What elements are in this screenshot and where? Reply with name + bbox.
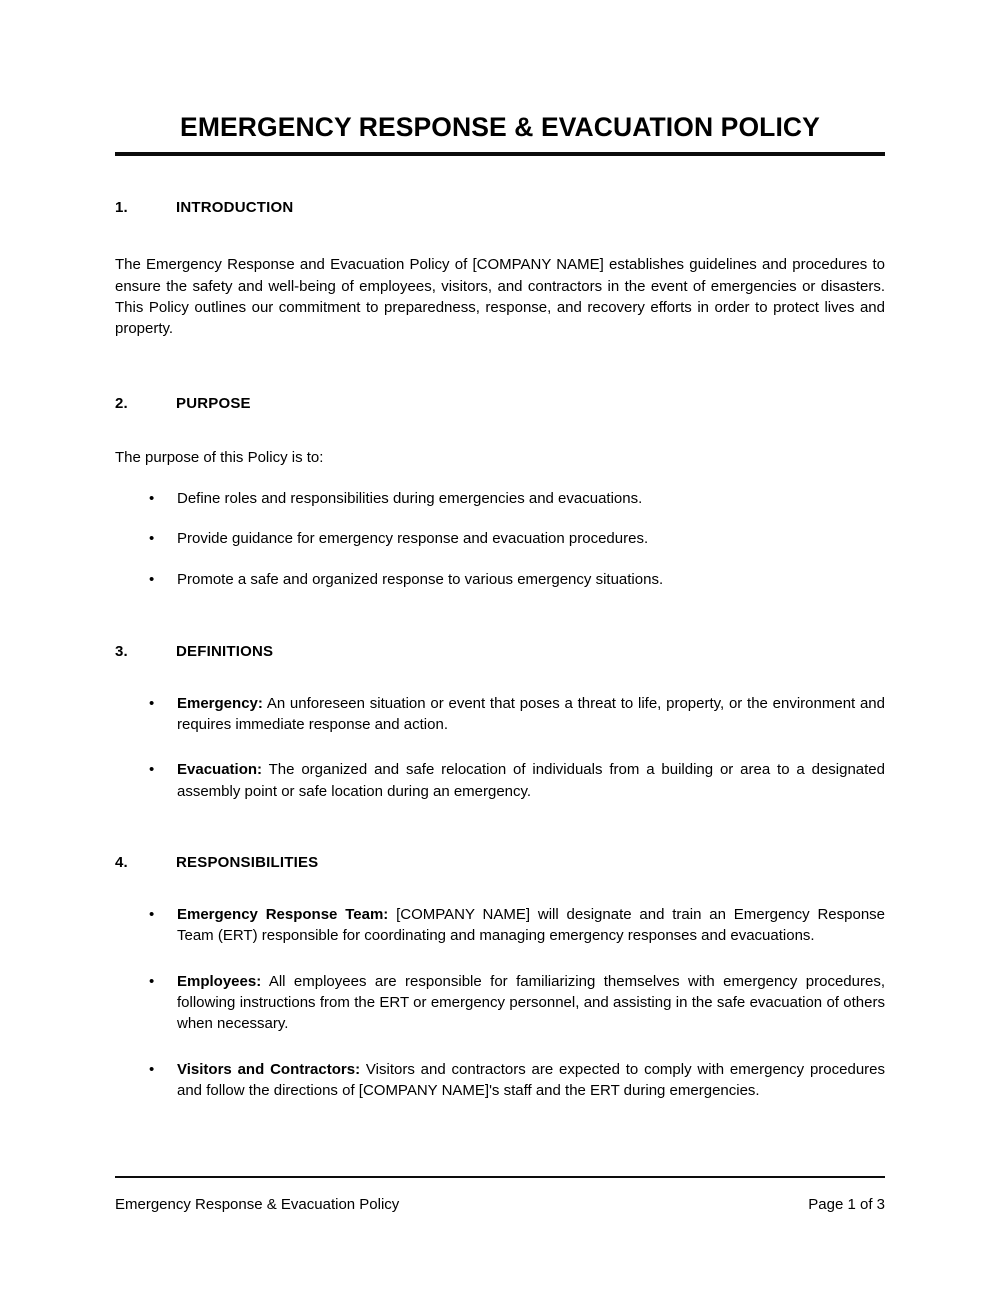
responsibility-term: Visitors and Contractors: — [177, 1060, 361, 1078]
responsibility-term: Emergency Response Team: — [177, 906, 389, 924]
bullet-icon: • — [149, 489, 155, 507]
section-label: INTRODUCTION — [176, 199, 294, 217]
introduction-paragraph: The Emergency Response and Evacuation Policy of [COMPANY NAME] establishes guidelines and procedures to ensure the safety and well-being of employees, visitors, and contractors in the event of emergencies or disasters. This Policy outlines our commitment to preparedness, response, and recovery efforts in order to protect lives and property. — [115, 256, 885, 338]
section-label: DEFINITIONS — [176, 642, 274, 660]
list-item — [115, 569, 885, 590]
list-item — [115, 904, 885, 947]
footer-row — [115, 1195, 885, 1215]
section-number: 1. — [115, 199, 128, 217]
section-heading-responsibilities — [115, 854, 885, 871]
definition-text: The organized and safe relocation of individuals from a building or area to a designated assembly point or safe location during an emergency. — [177, 761, 885, 800]
section-heading-introduction — [115, 199, 885, 216]
purpose-bullet-list — [115, 488, 885, 590]
list-item-text: Promote a safe and organized response to various emergency situations. — [177, 570, 664, 588]
section-heading-purpose — [115, 395, 885, 412]
definition-text: An unforeseen situation or event that poses a threat to life, property, or the environment and requires immediate response and action. — [177, 694, 885, 734]
list-item-text: Provide guidance for emergency response and evacuation procedures. — [177, 530, 649, 548]
definitions-bullet-list — [115, 693, 885, 802]
section-number: 3. — [115, 642, 128, 660]
section-number: 4. — [115, 854, 128, 872]
footer-page-number: Page 1 of 3 — [808, 1196, 885, 1213]
section-number: 2. — [115, 394, 128, 412]
bullet-icon: • — [149, 906, 155, 924]
bullet-icon: • — [149, 972, 155, 990]
purpose-intro-paragraph: The purpose of this Policy is to: — [115, 448, 324, 466]
responsibility-text: All employees are responsible for familiarizing themselves with emergency procedures, following instructions from the ERT or emergency personnel, and assisting in the safe evacuation of others when necessary. — [177, 972, 885, 1033]
list-item — [115, 759, 885, 802]
list-item — [115, 1059, 885, 1102]
bullet-icon: • — [149, 761, 155, 779]
bullet-icon: • — [149, 1060, 155, 1078]
responsibility-text: Visitors and contractors are expected to comply with emergency procedures and follow the directions of [COMPANY NAME]'s staff and the ERT during emergencies. — [177, 1060, 885, 1099]
list-item — [115, 693, 885, 736]
document-body — [115, 0, 885, 1101]
footer-document-name: Emergency Response & Evacuation Policy — [115, 1196, 400, 1213]
bullet-icon: • — [149, 570, 155, 588]
section-heading-definitions — [115, 643, 885, 660]
page-title: EMERGENCY RESPONSE & EVACUATION POLICY — [180, 112, 820, 142]
footer-divider — [115, 1176, 885, 1178]
section-label: PURPOSE — [176, 394, 251, 412]
bullet-icon: • — [149, 530, 155, 548]
list-item — [115, 488, 885, 509]
page-footer — [115, 1176, 885, 1215]
list-item — [115, 971, 885, 1035]
title-divider — [115, 152, 885, 156]
definition-term: Emergency: — [177, 694, 263, 712]
responsibilities-bullet-list — [115, 904, 885, 1101]
bullet-icon: • — [149, 694, 155, 712]
section-label: RESPONSIBILITIES — [176, 854, 319, 872]
list-item-text: Define roles and responsibilities during emergencies and evacuations. — [177, 489, 643, 507]
definition-term: Evacuation: — [177, 761, 263, 779]
responsibility-term: Employees: — [177, 972, 262, 990]
responsibility-text: [COMPANY NAME] will designate and train an Emergency Response Team (ERT) responsible for coordinating and managing emergency responses and evacuations. — [177, 906, 886, 945]
list-item — [115, 528, 885, 549]
